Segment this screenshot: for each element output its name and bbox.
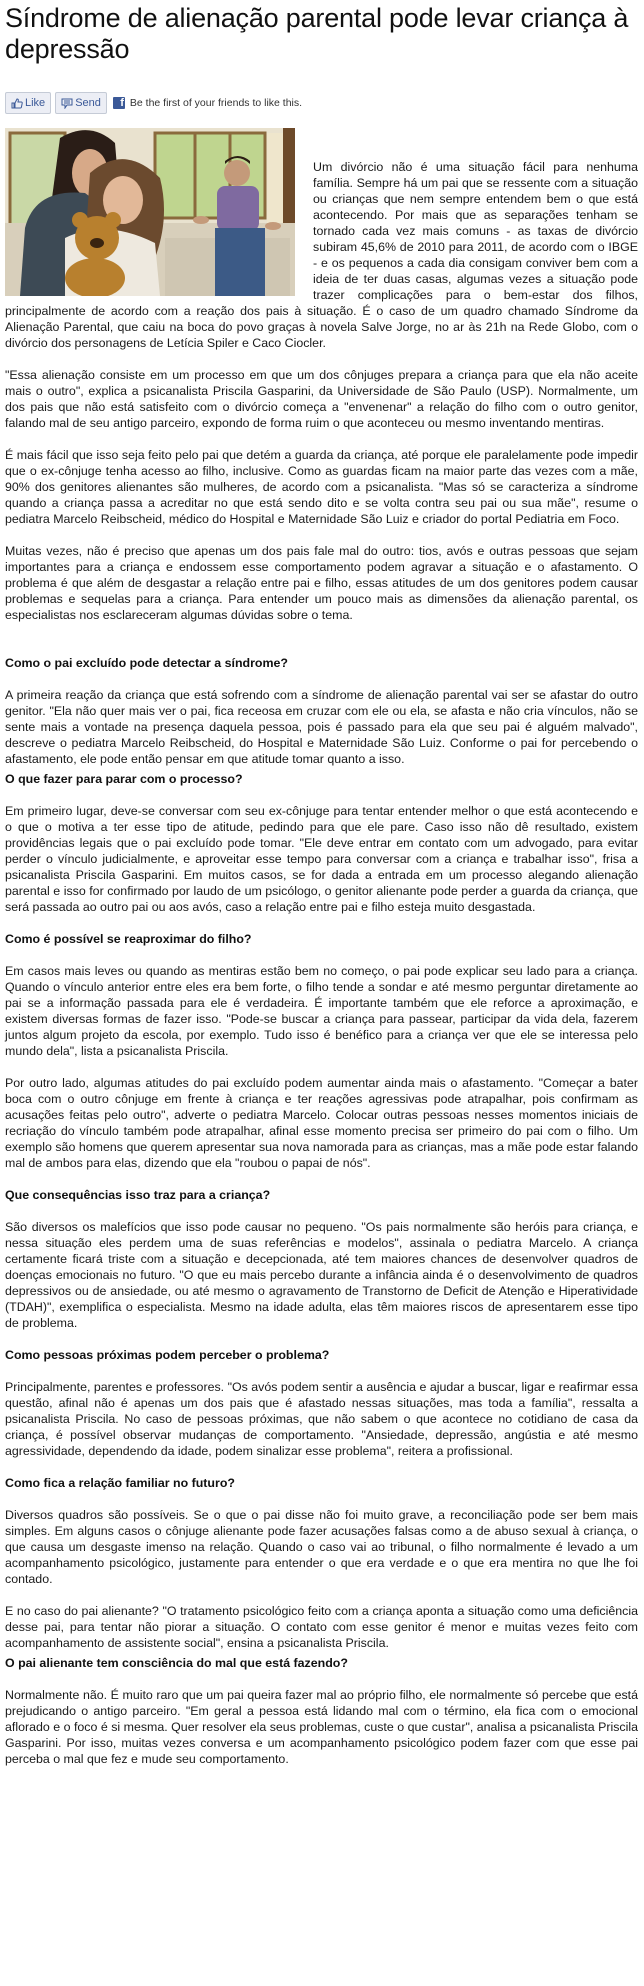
like-button[interactable]: [5, 92, 51, 114]
facebook-logo-icon: f: [113, 97, 125, 109]
send-message-icon: [61, 98, 73, 109]
body-paragraph: Muitas vezes, não é preciso que apenas um dos pais fale mal do outro: tios, avós e outras pessoas que sejam importantes para a criança e endossem esse comportamento podem agravar a situação e o afastamento. O problema é que além de desgastar a relação entre pai e filho, essas atitudes de um dos genitores podem causar problemas e sequelas para a criança. Para entender um pouco mais as dimensões da alienação parental, os especialistas nos esclareceram algumas dúvidas sobre o tema.: [5, 544, 638, 622]
section-heading: O pai alienante tem consciência do mal que está fazendo?: [5, 1656, 348, 1670]
send-button[interactable]: [55, 92, 107, 114]
article-title: Síndrome de alienação parental pode levar criança à depressão: [5, 3, 629, 64]
send-label: Send: [75, 97, 101, 109]
body-paragraph: "Essa alienação consiste em um processo em que um dos cônjuges prepara a criança para que ela não aceite mais o outro", explica a psicanalista Priscila Gasparini, da Universidade de São Paulo (USP). Normalmente, um dos pais que não está satisfeito com o divórcio começa a "envenenar" a relação do filho com o outro genitor, falando mal de seu antigo parceiro, expondo de forma ruim o que aconteceu ou mesmo inventando mentiras.: [5, 368, 638, 430]
facebook-like-bar: [5, 91, 638, 115]
like-label: Like: [25, 97, 46, 109]
body-paragraph: Normalmente não. É muito raro que um pai queira fazer mal ao próprio filho, ele normalmente só percebe que está prejudicando o antigo parceiro. "Em geral a pessoa está lidando mal com o término, ela fica com o emocional aflorado e o foco é si mesma. Quer resolver ela seus problemas, custe o que custar", analisa a psicanalista Priscila Gasparini. Por isso, muitas vezes conversa e um acompanhamento psicológico podem fazer com que esse pai perceba o mal que fez e mude seu comportamento.: [5, 1688, 638, 1766]
body-paragraph: E no caso do pai alienante? "O tratamento psicológico feito com a criança aponta a situação como uma deficiência desse pai, para tentar não piorar a situação. O contato com esse genitor é menor e muitas vezes feito com acompanhamento de assistente social", ensina a psicanalista Priscila.: [5, 1604, 638, 1650]
section-heading: Como pessoas próximas podem perceber o problema?: [5, 1348, 330, 1362]
section-heading: Como fica a relação familiar no futuro?: [5, 1476, 235, 1490]
body-paragraph: Em casos mais leves ou quando as mentiras estão bem no começo, o pai pode explicar seu lado para a criança. Quando o vínculo anterior entre eles era bem forte, o filho tende a sondar e até mesmo perguntar diretamente ao pai se a informação passada para ele é verdadeira. É importante também que ele reforce a aproximação, e existem diversas formas de fazer isso. "Pode-se buscar a criança para passear, participar da vida dela, fazerem juntos algum projeto da escola, por exemplo. Tudo isso é benéfico para a criança ver que ele se interessa pelo mundo dela", lista a psicanalista Priscila.: [5, 964, 638, 1058]
family-photo-illustration: [5, 128, 295, 296]
section-heading: Como é possível se reaproximar do filho?: [5, 932, 252, 946]
body-paragraph: Principalmente, parentes e professores. "Os avós podem sentir a ausência e ajudar a buscar, ligar e reafirmar essa questão, afinal não é apenas um dos pais que é afastado nessas situações, mas toda a família", ressalta a psicanalista Priscila. No caso de pessoas próximas, que não sabem o que acontece no cotidiano de casa da criança, é possível observar mudanças de comportamento. "Ansiedade, depressão, angústia e até mesmo agressividade, dependendo da idade, podem sinalizar esse problema", reitera a profissional.: [5, 1380, 638, 1458]
social-context-text: Be the first of your friends to like this.: [129, 97, 303, 109]
family-photo: [5, 128, 295, 296]
body-paragraph: Em primeiro lugar, deve-se conversar com seu ex-cônjuge para tentar entender melhor o que está acontecendo e o que o motiva a ter esse tipo de atitude, pedindo para que ele pare. Caso isso não dê resultado, existem providências legais que o pai excluído pode tomar. "Ele deve entrar em contato com um advogado, para evitar perder o vínculo judicialmente, e aproveitar esse tempo para conversar com a criança e trabalhar isso", frisa a psicanalista Priscila Gasparini. Em muitos casos, se for dada a entrada em um processo alegando alienação parental e isso for confirmado por laudo de um psicólogo, o genitor alienante pode perder a guarda da criança, que será passada ao outro pai ou aos avós, caso a relação entre pai e filho esteja muito desgastada.: [5, 804, 638, 914]
body-paragraph: Por outro lado, algumas atitudes do pai excluído podem aumentar ainda mais o afastamento. "Começar a bater boca com o outro cônjuge em frente à criança e ter reações agressivas pode atrapalhar, pois confirmam as acusações feitas pelo outro", adverte o pediatra Marcelo. Colocar outras pessoas nesses momentos iniciais de recriação do vínculo também pode atrapalhar, afinal esse momento precisa ser primeiro do pai com o filho. Um exemplo são homens que querem apresentar sua nova namorada para as crianças, mas a mãe pode estar falando mal de ambos para elas, dizendo que ela "roubou o papai de nós".: [5, 1076, 638, 1170]
body-paragraph: A primeira reação da criança que está sofrendo com a síndrome de alienação parental vai ser se afastar do outro genitor. "Ela não quer mais ver o pai, fica receosa em cruzar com ele ou ela, se afasta e não cria vínculos, não se sente mais a vontade na presença daquela pessoa, pois é passado para ela que seu pai é alguém malvado", descreve o pediatra Marcelo Reibscheid, do Hospital e Maternidade São Luiz. Conforme o pai for percebendo o afastamento, ele pode então pensar em que atitude tomar quanto a isso.: [5, 688, 638, 766]
section-heading: Que consequências isso traz para a criança?: [5, 1188, 271, 1202]
intro-paragraph: Um divórcio não é uma situação fácil para nenhuma família. Sempre há um pai que se ressente com a situação ou crianças que nem sempre entendem bem o que está acontecendo. Por mais que as separações tenham se tornado cada vez mais comuns - as taxas de divórcio subiram 45,6% de 2010 para 2011, de acordo com o IBGE - e os pequenos a cada dia consigam conviver bem com a ideia de ter duas casas, algumas vezes a situação pode trazer complicações para o bem-estar dos filhos, principalmente de acordo com a reação dos pais à situação. É o caso de um quadro chamado Síndrome da Alienação Parental, que caiu na boca do povo graças à novela Salve Jorge, no ar às 21h na Rede Globo, com o divórcio dos personagens de Letícia Spiler e Caco Ciocler.: [5, 160, 638, 350]
article-page: [5, 0, 638, 1767]
thumbs-up-icon: [11, 98, 23, 109]
body-paragraph: Diversos quadros são possíveis. Se o que o pai disse não foi muito grave, a reconciliação pode ser bem mais simples. Em alguns casos o cônjuge alienante pode fazer acusações falsas como a de abuso sexual à criança, o que causa um desgaste imenso na relação. Quando o caso vai ao tribunal, o filho normalmente é levado a um acompanhamento psicológico, justamente para entender o que era verdade e o que era mentira no que lhe foi contado.: [5, 1508, 638, 1586]
body-paragraph: É mais fácil que isso seja feito pelo pai que detém a guarda da criança, até porque ele paralelamente pode impedir que o ex-cônjuge tenha acesso ao filho, inclusive. Como as guardas ficam na maior parte das vezes com a mãe, 90% dos genitores alienantes são mulheres, de acordo com a psicanalista. "Mas só se caracteriza a síndrome quando a criança passa a acreditar no que está sendo dito e se volta contra seu pai ou sua mãe", resume o pediatra Marcelo Reibscheid, médico do Hospital e Maternidade São Luiz e criador do portal Pediatria em Foco.: [5, 448, 638, 526]
section-heading: Como o pai excluído pode detectar a síndrome?: [5, 656, 288, 670]
body-paragraph: São diversos os malefícios que isso pode causar no pequeno. "Os pais normalmente são heróis para criança, e nessa situação eles perdem uma de suas referências e modelos", assinala o pediatra Marcelo. A criança certamente ficará triste com a situação e decepcionada, até tem maiores chances de desenvolver quadros de doenças emocionais no futuro. "O que eu mais percebo durante a infância ainda é o desenvolvimento de quadros depressivos ou de ansiedade, ou até mesmo o agravamento de Transtorno de Deficit de Atenção e Hiperatividade (TDAH)", exemplifica o especialista. Mesmo na idade adulta, elas têm maiores riscos de apresentarem esse tipo de problema.: [5, 1220, 638, 1330]
section-heading: O que fazer para parar com o processo?: [5, 772, 243, 786]
article-body: [5, 115, 638, 1767]
